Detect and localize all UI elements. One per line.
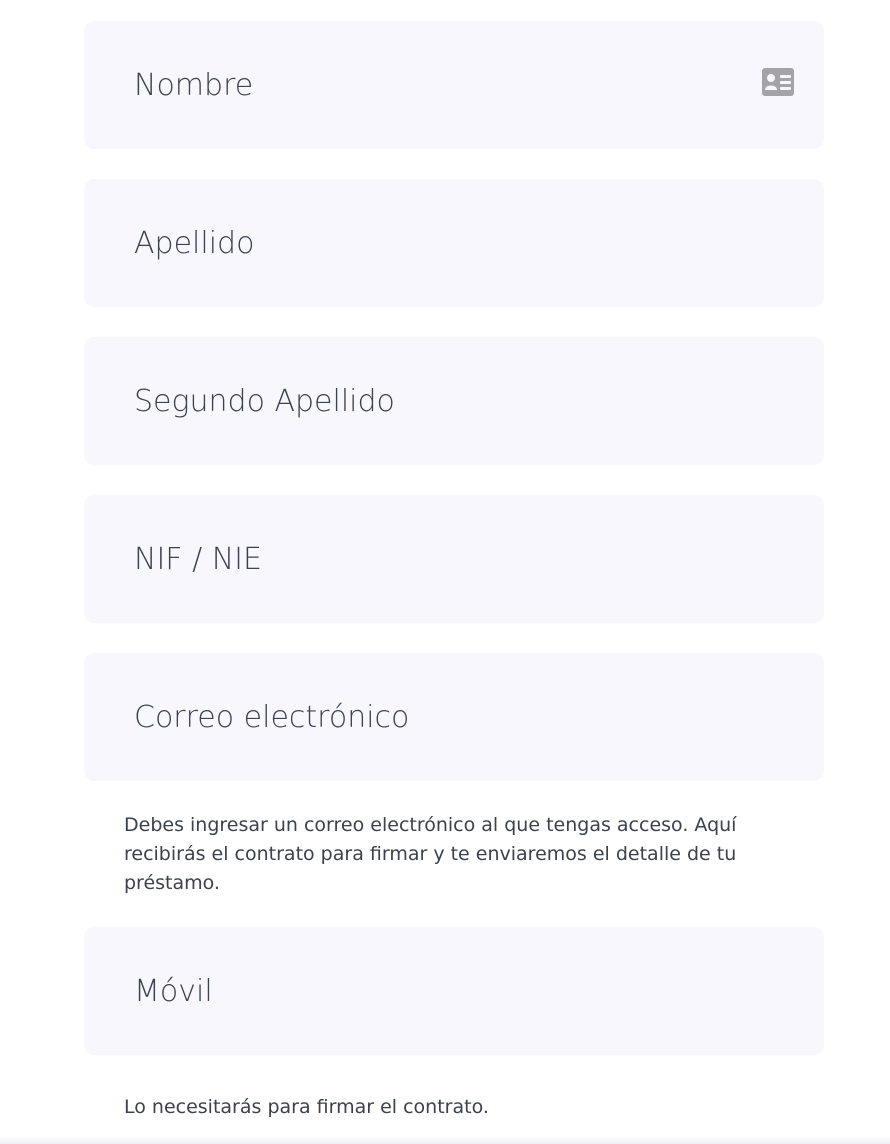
nif-nie-field[interactable] [84,495,824,623]
first-name-field[interactable] [84,21,824,149]
email-field[interactable] [84,653,824,781]
second-last-name-field[interactable] [84,337,824,465]
id-card-icon [762,68,794,96]
first-name-input[interactable] [134,21,754,149]
second-last-name-input[interactable] [134,337,754,465]
nif-nie-input[interactable] [134,495,754,623]
email-help-text: Debes ingresar un correo electrónico al que tengas acceso. Aquí recibirás el contrato para firmar y te enviaremos el detalle de tu préstamo. [124,814,737,894]
mobile-help-text: Lo necesitarás para firmar el contrato. [124,1096,489,1118]
email-input[interactable] [134,653,754,781]
mobile-input[interactable] [134,927,754,1055]
bottom-divider [0,1136,890,1144]
last-name-input[interactable] [134,179,754,307]
last-name-field[interactable] [84,179,824,307]
mobile-field[interactable] [84,927,824,1055]
